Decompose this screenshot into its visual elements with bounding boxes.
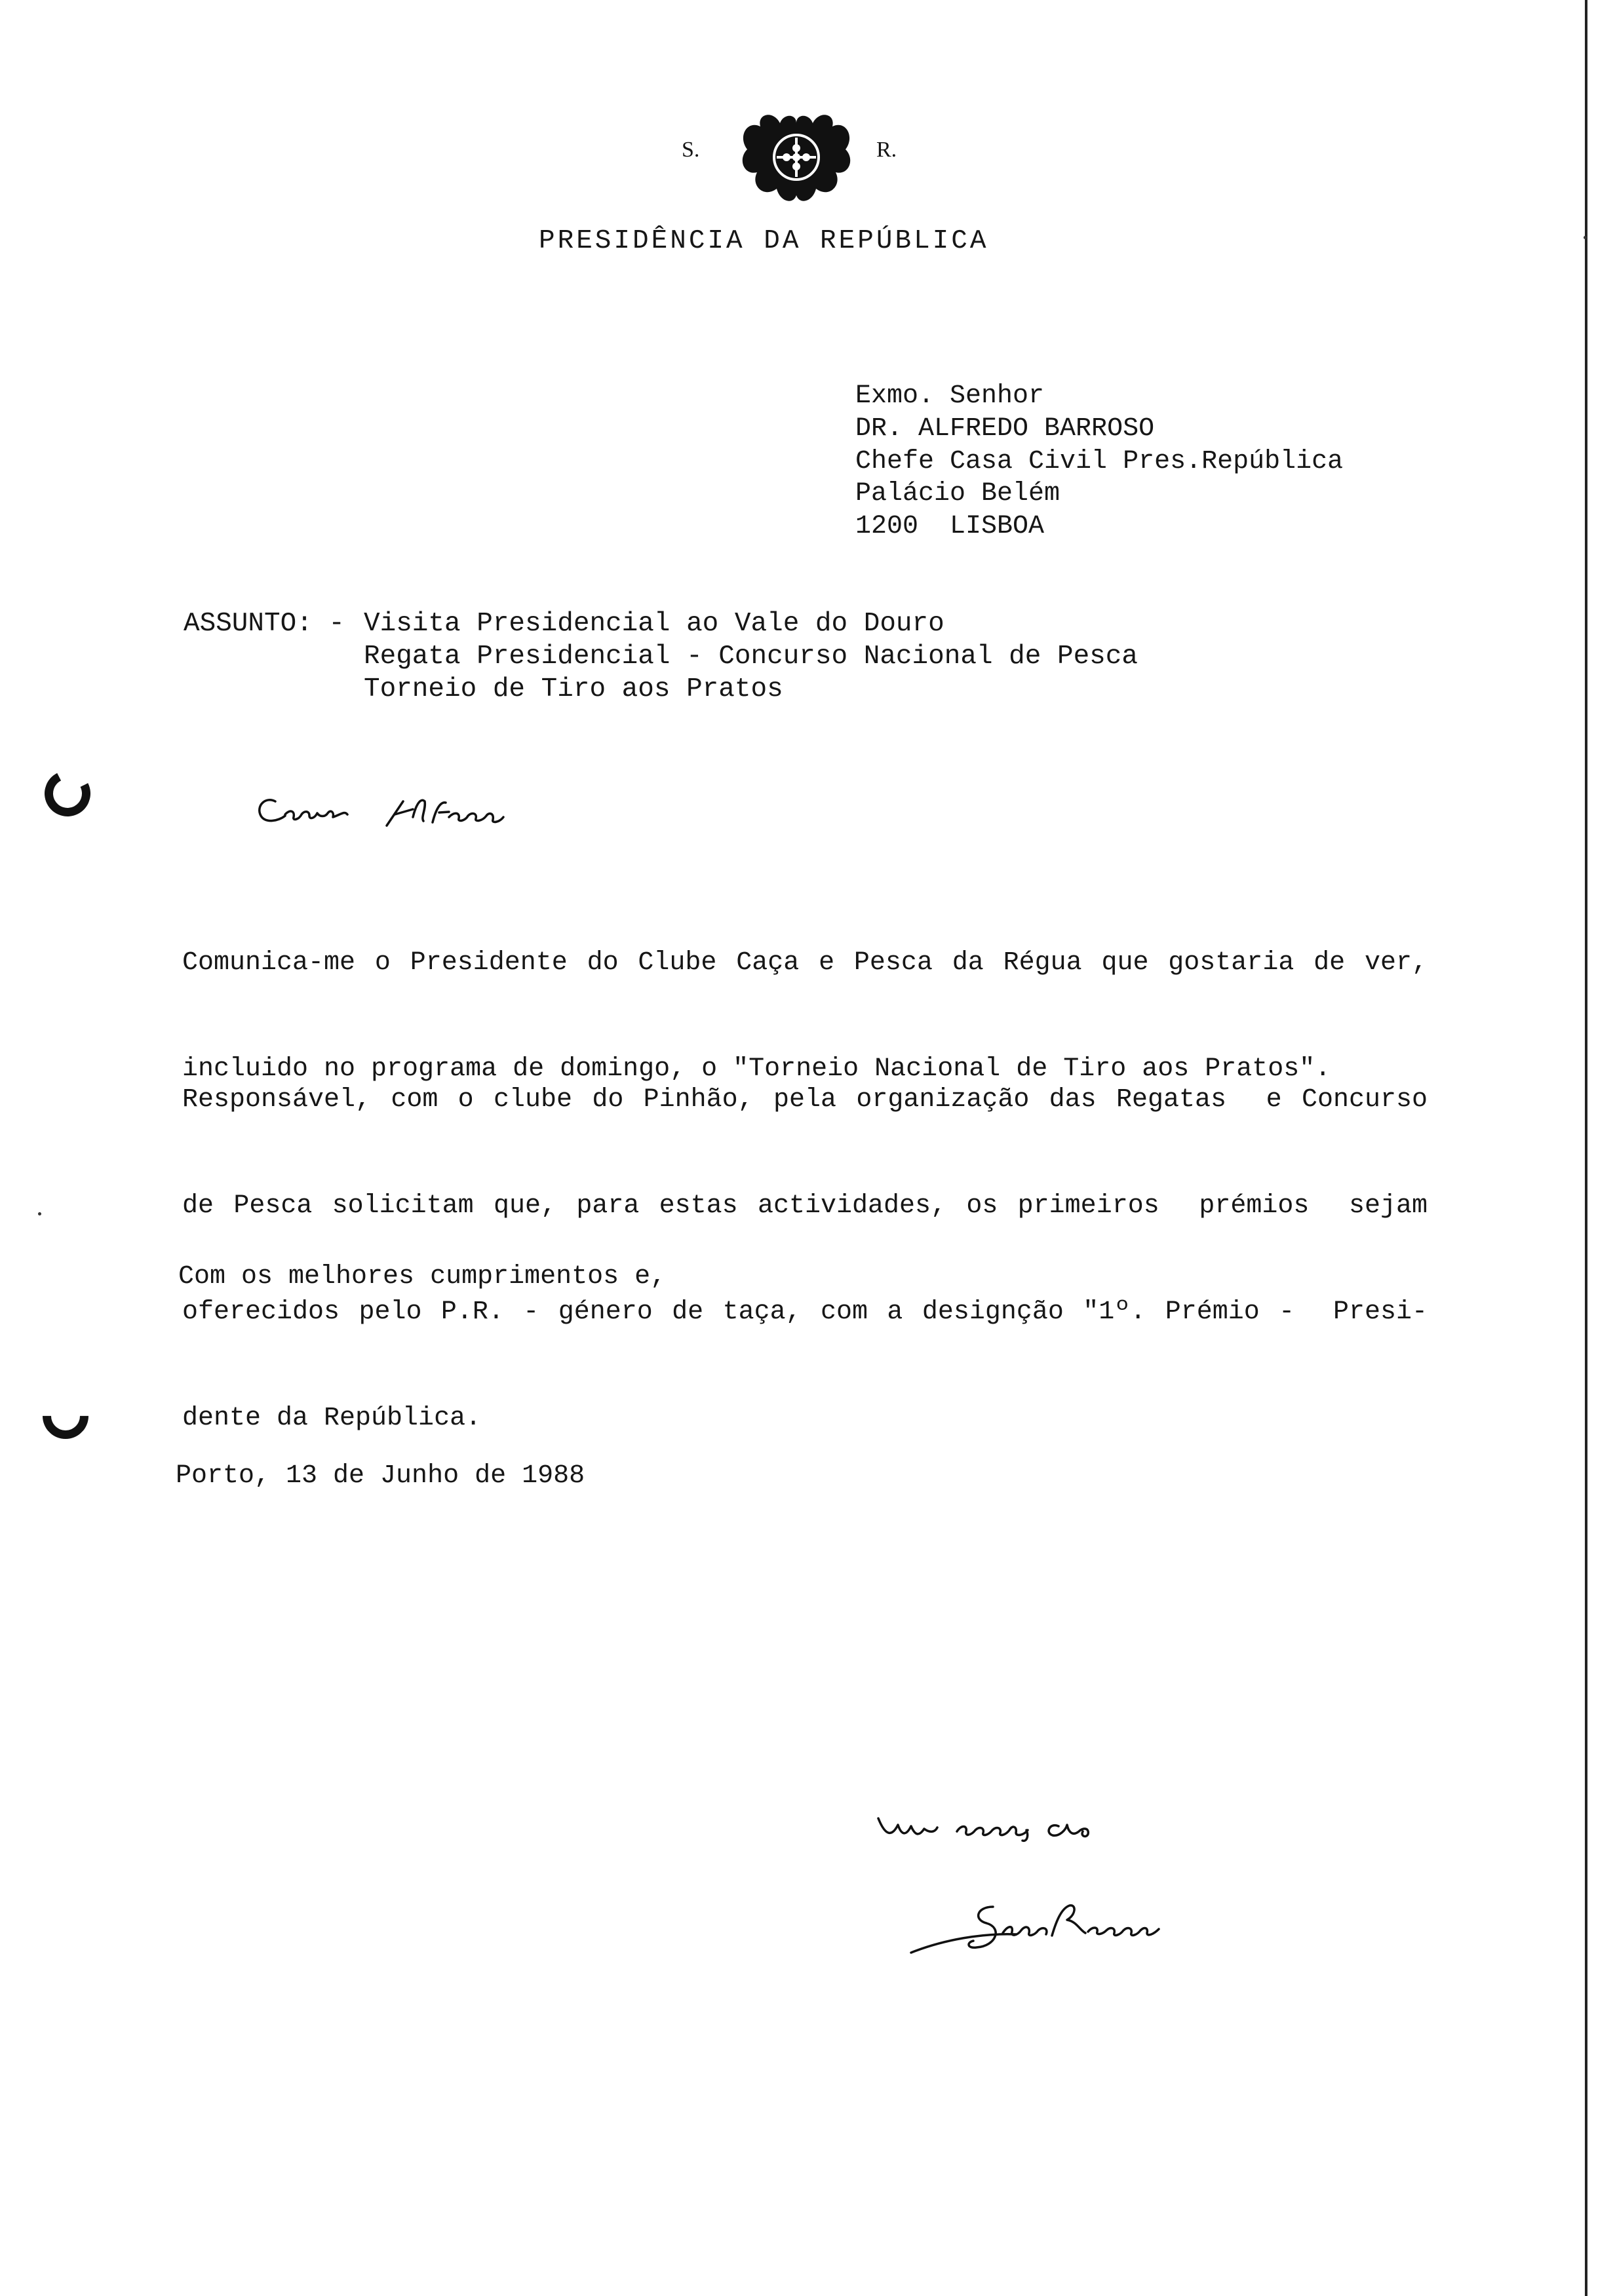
scan-speck [1584,236,1587,239]
subject-line-1: Visita Presidencial ao Vale do Douro [364,609,944,639]
page-edge-line [1585,0,1587,2296]
recipient-line-4: Palácio Belém [855,479,1060,508]
recipient-line-1: Exmo. Senhor [855,381,1045,411]
paragraph-2-line-3: oferecidos pelo P.R. - género de taça, com a designção "1º. Prémio - Presi- [182,1297,1428,1327]
handwritten-signature [905,1894,1173,1966]
subject-line-3: Torneio de Tiro aos Pratos [364,674,783,704]
punch-hole-top [39,765,96,822]
subject-label: ASSUNTO: - [184,609,345,639]
handwritten-closing [872,1799,1134,1851]
subject-line-2: Regata Presidencial - Concurso Nacional de Pesca [364,641,1138,672]
paragraph-1-line-1: Comunica-me o Presidente do Clube Caça e Pesca da Régua que gostaria de ver, [182,948,1428,978]
closing-line: Com os melhores cumprimentos e, [178,1262,667,1292]
letterhead-r-mark: R. [876,138,897,162]
punch-hole-bottom [33,1384,98,1449]
handwritten-salutation [249,776,564,835]
paragraph-2-line-4: dente da República. [182,1404,482,1433]
recipient-line-2: DR. ALFREDO BARROSO [855,414,1155,444]
recipient-line-5: 1200 LISBOA [855,512,1045,541]
coat-of-arms-icon [734,110,859,208]
body-paragraph-2 [182,1018,1428,1472]
paragraph-1-line-2: incluido no programa de domingo, o "Torneio Nacional de Tiro aos Pratos". [182,1054,1331,1084]
paragraph-2-line-2: de Pesca solicitam que, para estas actividades, os primeiros prémios sejam [182,1191,1428,1221]
letterhead-title: PRESIDÊNCIA DA REPÚBLICA [539,226,989,256]
recipient-line-3: Chefe Casa Civil Pres.República [855,447,1344,476]
scan-speck [38,1212,41,1215]
paragraph-2-line-1: Responsável, com o clube do Pinhão, pela organização das Regatas e Concurso [182,1085,1428,1115]
date-line: Porto, 13 de Junho de 1988 [176,1461,585,1491]
letterhead-s-mark: S. [682,138,700,162]
